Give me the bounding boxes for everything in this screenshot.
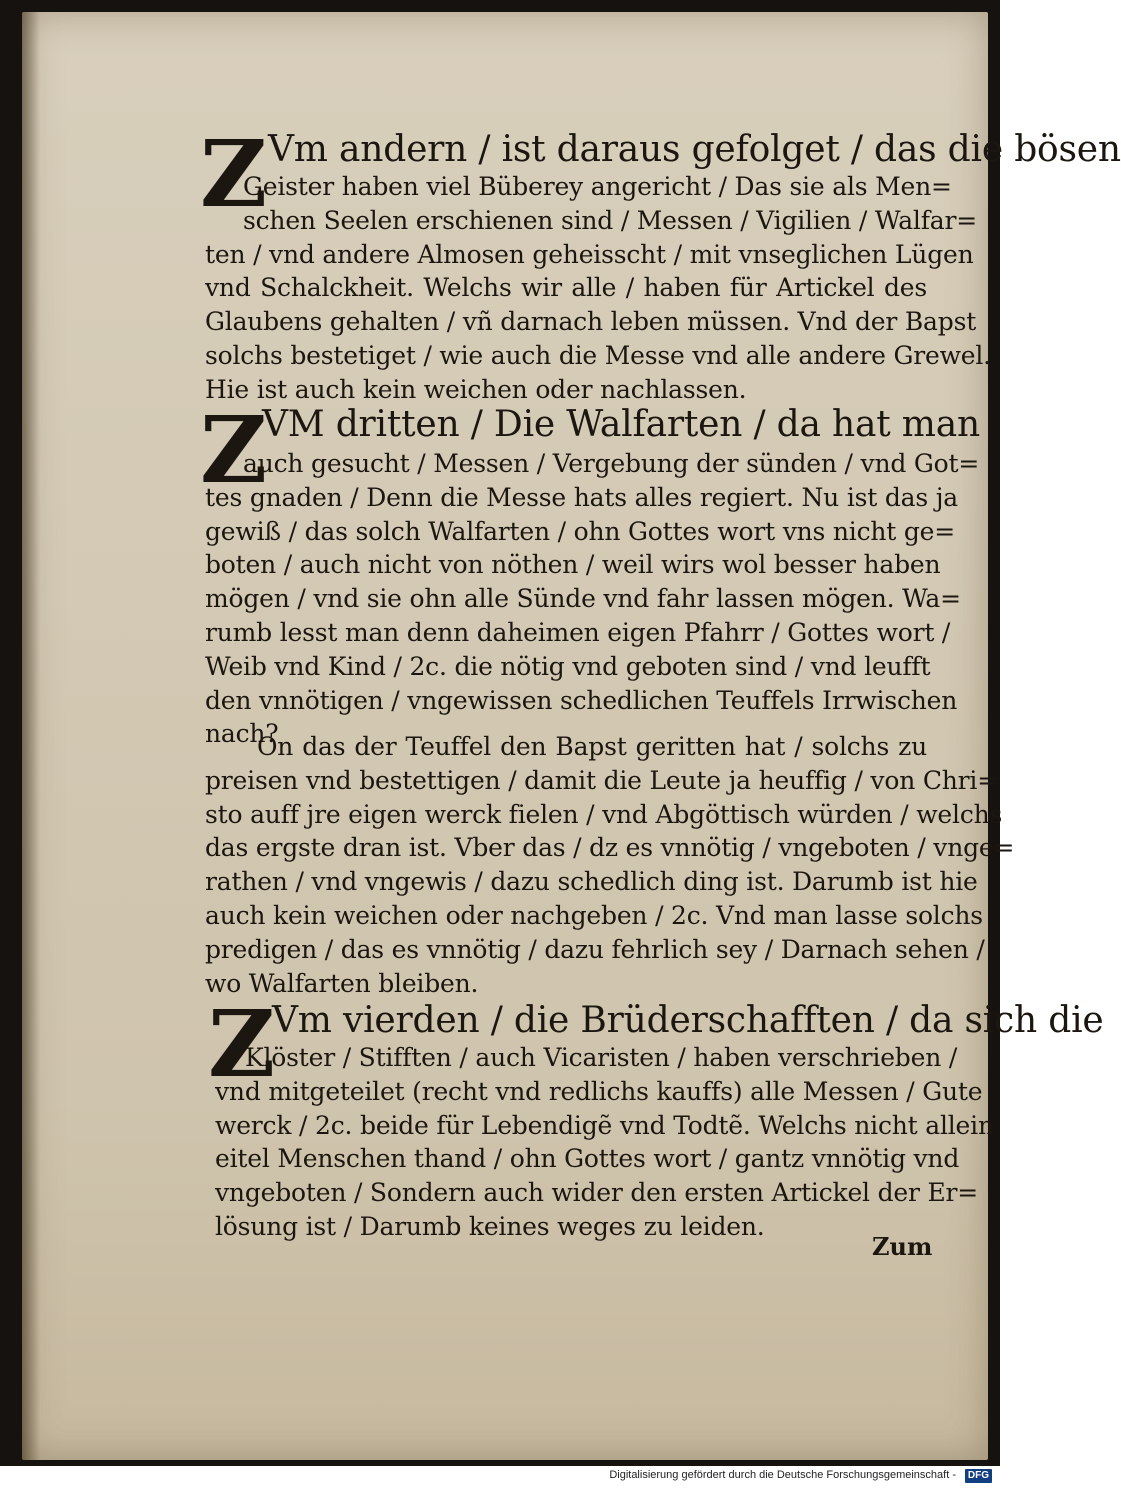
funding-credit: Digitalisierung gefördert durch die Deutsche Forschungsgemeinschaft - <box>609 1469 956 1481</box>
text-line: Vm vierden / die Brüderschafften / da sich die <box>272 1000 1104 1041</box>
paragraph <box>205 730 1015 1000</box>
text-line: VM dritten / Die Walfarten / da hat man <box>262 404 980 445</box>
text-line: werck / 2c. beide für Lebendigẽ vnd Todtẽ. Welchs nicht allein <box>215 1110 994 1140</box>
drop-capital: Z <box>200 396 268 504</box>
text-line: On das der Teuffel den Bapst geritten hat / solchs zu <box>257 732 927 761</box>
text-line: vnd mitgeteilet (recht vnd redlichs kauffs) alle Messen / Gute <box>215 1076 983 1106</box>
text-line: auch gesucht / Messen / Vergebung der sünden / vnd Got= <box>243 449 980 478</box>
text-line: Vm andern / ist daraus gefolget / das die bösen <box>268 129 1121 170</box>
text-line: lösung ist / Darumb keines weges zu leiden. <box>215 1211 765 1241</box>
footer-bar <box>0 1466 1000 1488</box>
text-line: Klöster / Stifften / auch Vicaristen / haben verschrieben / <box>245 1043 958 1072</box>
text-line: eitel Menschen thand / ohn Gottes wort / gantz vnnötig vnd <box>215 1144 960 1174</box>
paragraph <box>205 170 991 407</box>
catchword: Zum <box>872 1232 933 1261</box>
text-line: Weib vnd Kind / 2c. die nötig vnd geboten sind / vnd leufft <box>205 651 931 681</box>
text-line: den vnnötigen / vngewissen schedlichen Teuffels Irrwischen <box>205 685 958 715</box>
text-line: vnd Schalckheit. Welchs wir alle / haben für Artickel des <box>205 273 927 303</box>
text-line: rathen / vnd vngewis / dazu schedlich ding ist. Darumb ist hie <box>205 867 978 897</box>
text-line: sto auff jre eigen werck fielen / vnd Abgöttisch würden / welchs <box>205 799 1003 829</box>
text-line: auch kein weichen oder nachgeben / 2c. Vnd man lasse solchs <box>205 900 983 930</box>
text-line: wo Walfarten bleiben. <box>205 968 479 998</box>
text-line: Glaubens gehalten / vñ darnach leben müssen. Vnd der Bapst <box>205 307 977 337</box>
text-line: vngeboten / Sondern auch wider den ersten Artickel der Er= <box>215 1178 979 1208</box>
paragraph <box>262 404 980 445</box>
text-line: solchs bestetiget / wie auch die Messe vnd alle andere Grewel. <box>205 340 991 370</box>
text-line: nach? <box>205 719 279 749</box>
text-line: Geister haben viel Büberey angericht / Das sie als Men= <box>243 172 952 201</box>
paragraph <box>268 129 1121 170</box>
text-line: ten / vnd andere Almosen geheisscht / mit vnseglichen Lügen <box>205 239 974 269</box>
page-gutter-shadow <box>22 12 40 1460</box>
paragraph <box>215 1041 994 1244</box>
paragraph <box>205 447 980 751</box>
text-line: preisen vnd bestettigen / damit die Leute ja heuffig / von Chri= <box>205 765 998 795</box>
drop-capital: Z <box>208 990 276 1098</box>
text-line: rumb lesst man denn daheimen eigen Pfahrr / Gottes wort / <box>205 617 951 647</box>
dfg-logo[interactable]: DFG <box>965 1469 992 1483</box>
text-line: boten / auch nicht von nöthen / weil wirs wol besser haben <box>205 550 941 580</box>
drop-capital: Z <box>200 120 268 228</box>
text-line: das ergste dran ist. Vber das / dz es vnnötig / vngeboten / vnge= <box>205 833 1015 863</box>
text-line: predigen / das es vnnötig / dazu fehrlich sey / Darnach sehen / <box>205 934 985 964</box>
text-line: gewiß / das solch Walfarten / ohn Gottes wort vns nicht ge= <box>205 516 956 546</box>
text-line: Hie ist auch kein weichen oder nachlassen. <box>205 374 747 404</box>
text-line: schen Seelen erschienen sind / Messen / Vigilien / Walfar= <box>243 205 977 235</box>
text-line: mögen / vnd sie ohn alle Sünde vnd fahr lassen mögen. Wa= <box>205 584 961 614</box>
text-line: tes gnaden / Denn die Messe hats alles regiert. Nu ist das ja <box>205 482 958 512</box>
paragraph <box>272 1000 1104 1041</box>
